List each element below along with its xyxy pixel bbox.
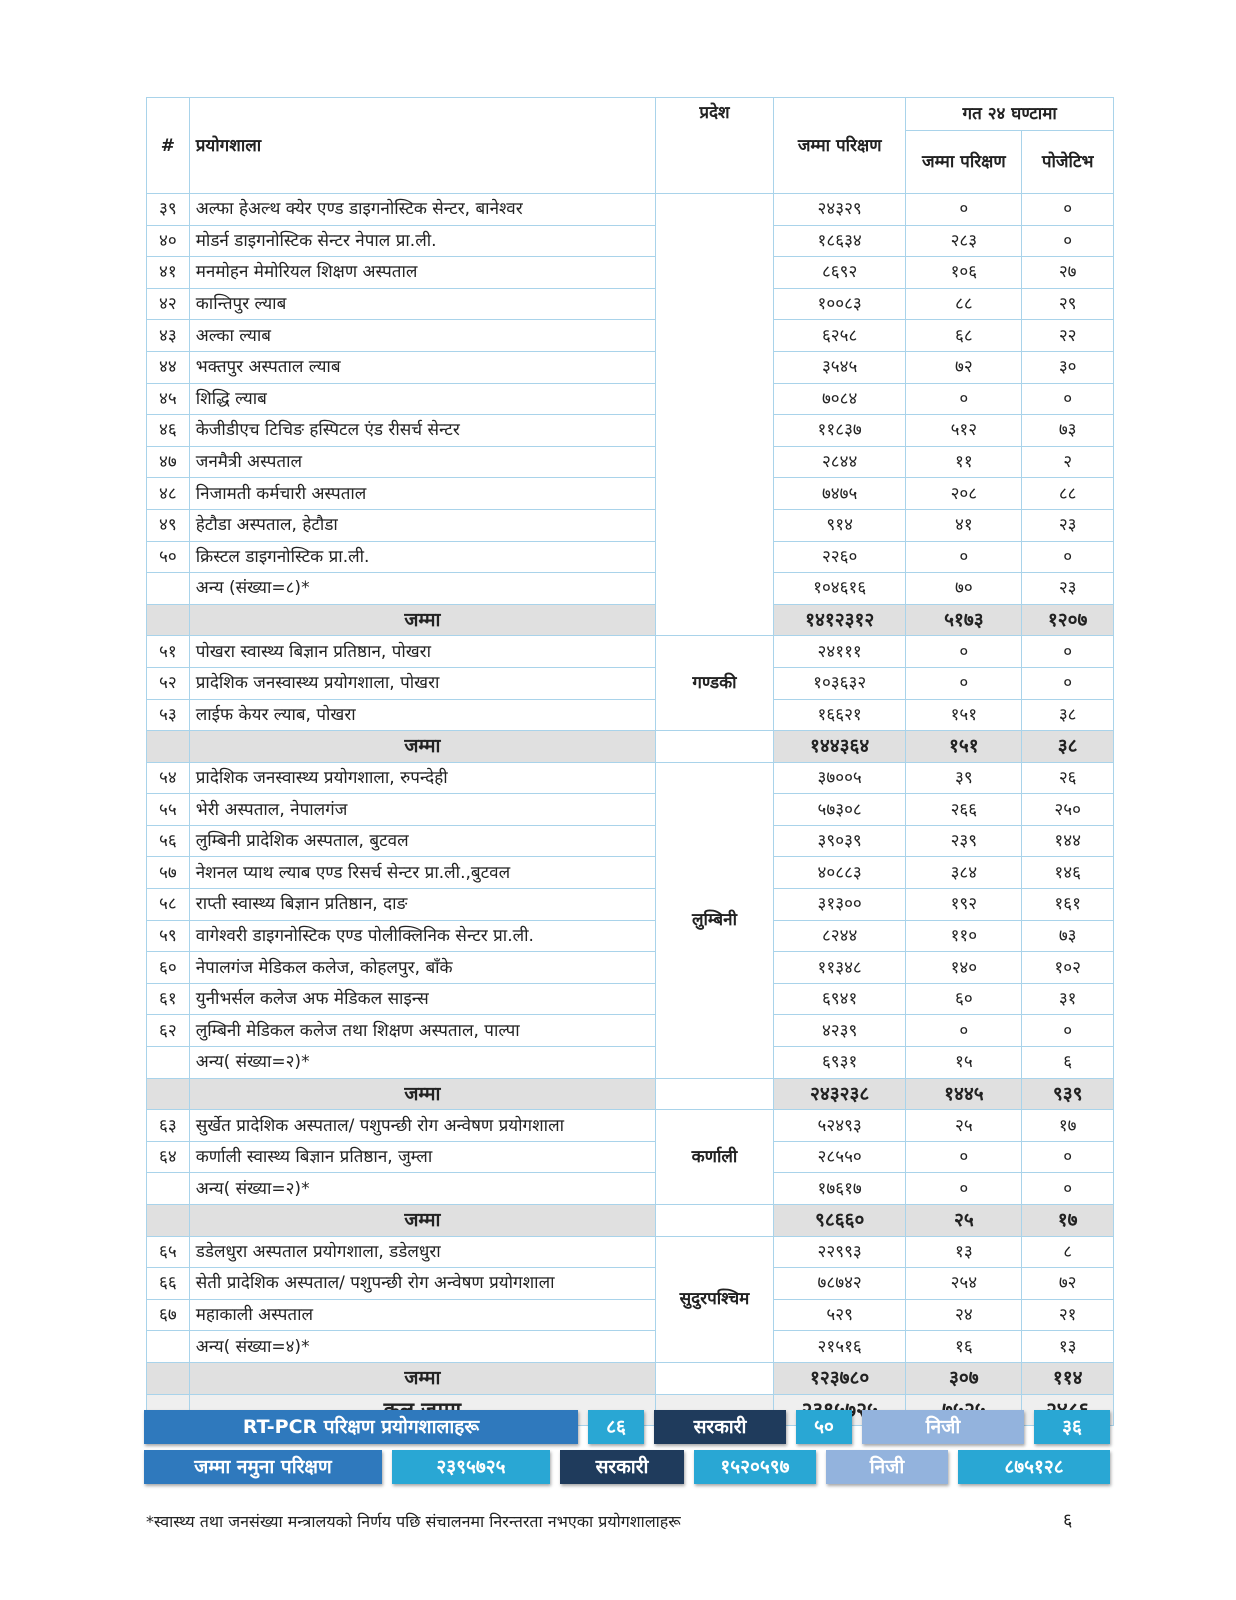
- row-positive: २९: [1022, 288, 1114, 320]
- gov-samples-label: सरकारी: [560, 1450, 684, 1484]
- row-lab-name: शिद्धि ल्याब: [189, 383, 655, 415]
- row-positive: ०: [1022, 667, 1114, 699]
- row-sn: [147, 573, 190, 605]
- table-row: [147, 983, 1114, 1015]
- table-row: [147, 288, 1114, 320]
- row-sn: [147, 1047, 190, 1079]
- row-lab-name: प्रादेशिक जनस्वास्थ्य प्रयोगशाला, रुपन्देही: [189, 762, 655, 794]
- row-positive: ८: [1022, 1236, 1114, 1268]
- gov-labs-label: सरकारी: [654, 1410, 786, 1444]
- total-tests: २४३२३८: [774, 1078, 906, 1110]
- row-lab-name: लुम्बिनी प्रादेशिक अस्पताल, बुटवल: [189, 825, 655, 857]
- table-row: [147, 1015, 1114, 1047]
- row-sn: [147, 1173, 190, 1205]
- row-sn: ५२: [147, 667, 190, 699]
- table-row: [147, 1236, 1114, 1268]
- row-positive: २३: [1022, 509, 1114, 541]
- table-row: [147, 446, 1114, 478]
- row-sn: ५८: [147, 889, 190, 921]
- row-total-tests: ३५४५: [774, 351, 906, 383]
- row-positive: ०: [1022, 1141, 1114, 1173]
- row-total-tests: १००८३: [774, 288, 906, 320]
- row-last24-tests: ७०: [906, 573, 1022, 605]
- row-total-tests: ३९०३९: [774, 825, 906, 857]
- province-total-row: [147, 604, 1114, 636]
- total-label: जम्मा: [189, 604, 655, 636]
- total-last24: ५१७३: [906, 604, 1022, 636]
- row-positive: ६: [1022, 1047, 1114, 1079]
- row-positive: ३०: [1022, 351, 1114, 383]
- row-lab-name: अन्य( संख्या=४)*: [189, 1331, 655, 1363]
- total-label: जम्मा: [189, 1078, 655, 1110]
- row-lab-name: अन्य (संख्या=८)*: [189, 573, 655, 605]
- row-total-tests: २८५५०: [774, 1141, 906, 1173]
- total-label: जम्मा: [189, 731, 655, 763]
- row-sn: ६२: [147, 1015, 190, 1047]
- row-total-tests: २२६०: [774, 541, 906, 573]
- row-sn: ४०: [147, 225, 190, 257]
- row-lab-name: डडेलधुरा अस्पताल प्रयोगशाला, डडेलधुरा: [189, 1236, 655, 1268]
- table-row: [147, 825, 1114, 857]
- row-positive: २५०: [1022, 794, 1114, 826]
- row-positive: ८८: [1022, 478, 1114, 510]
- row-lab-name: लाईफ केयर ल्याब, पोखरा: [189, 699, 655, 731]
- table-row: [147, 194, 1114, 226]
- row-positive: १३: [1022, 1331, 1114, 1363]
- row-total-tests: २४३२९: [774, 194, 906, 226]
- province-name: [655, 194, 773, 636]
- table-row: [147, 699, 1114, 731]
- row-positive: ०: [1022, 194, 1114, 226]
- private-labs-label: निजी: [862, 1410, 1024, 1444]
- row-lab-name: वागेश्वरी डाइगनोस्टिक एण्ड पोलीक्लिनिक सेन्टर प्रा.ली.: [189, 920, 655, 952]
- rtpcr-labs-label: RT-PCR परिक्षण प्रयोगशालाहरू: [144, 1410, 578, 1444]
- row-last24-tests: २५४: [906, 1268, 1022, 1300]
- row-lab-name: कान्तिपुर ल्याब: [189, 288, 655, 320]
- province-name: कर्णाली: [655, 1110, 773, 1205]
- row-lab-name: कर्णाली स्वास्थ्य बिज्ञान प्रतिष्ठान, जुम्ला: [189, 1141, 655, 1173]
- row-total-tests: ११८३७: [774, 415, 906, 447]
- row-lab-name: अन्य( संख्या=२)*: [189, 1047, 655, 1079]
- row-last24-tests: ११०: [906, 920, 1022, 952]
- row-sn: ४२: [147, 288, 190, 320]
- row-total-tests: ४०८८३: [774, 857, 906, 889]
- row-total-tests: ५२९: [774, 1299, 906, 1331]
- row-total-tests: १०४६१६: [774, 573, 906, 605]
- row-sn: [147, 1331, 190, 1363]
- table-row: [147, 952, 1114, 984]
- table-row: [147, 1047, 1114, 1079]
- row-positive: १०२: [1022, 952, 1114, 984]
- row-sn: ४४: [147, 351, 190, 383]
- total-last24: १५१: [906, 731, 1022, 763]
- row-positive: २६: [1022, 762, 1114, 794]
- row-last24-tests: ०: [906, 541, 1022, 573]
- total-tests: १४१२३१२: [774, 604, 906, 636]
- total-empty-cell: [147, 1362, 190, 1394]
- header-total-tests: जम्मा परिक्षण: [774, 98, 906, 194]
- row-sn: ४७: [147, 446, 190, 478]
- row-lab-name: भक्तपुर अस्पताल ल्याब: [189, 351, 655, 383]
- table-row: [147, 794, 1114, 826]
- header-last24-tests: जम्मा परिक्षण: [906, 131, 1022, 194]
- row-total-tests: ३७००५: [774, 762, 906, 794]
- total-empty-cell: [147, 1078, 190, 1110]
- total-tests: १२३७८०: [774, 1362, 906, 1394]
- samples-label: जम्मा नमुना परिक्षण: [144, 1450, 382, 1484]
- table-row: [147, 415, 1114, 447]
- table-row: [147, 920, 1114, 952]
- total-positive: १७: [1022, 1205, 1114, 1237]
- total-last24: ३०७: [906, 1362, 1022, 1394]
- row-lab-name: महाकाली अस्पताल: [189, 1299, 655, 1331]
- total-province-cell: [655, 1362, 773, 1394]
- row-lab-name: अल्का ल्याब: [189, 320, 655, 352]
- row-last24-tests: ३८४: [906, 857, 1022, 889]
- row-last24-tests: १५१: [906, 699, 1022, 731]
- row-last24-tests: १४०: [906, 952, 1022, 984]
- table-row: [147, 320, 1114, 352]
- row-total-tests: ९१४: [774, 509, 906, 541]
- row-positive: २१: [1022, 1299, 1114, 1331]
- table-row: [147, 478, 1114, 510]
- province-total-row: [147, 731, 1114, 763]
- row-total-tests: २१५१६: [774, 1331, 906, 1363]
- row-lab-name: भेरी अस्पताल, नेपालगंज: [189, 794, 655, 826]
- row-lab-name: पोखरा स्वास्थ्य बिज्ञान प्रतिष्ठान, पोखरा: [189, 636, 655, 668]
- row-last24-tests: १०६: [906, 257, 1022, 289]
- table-row: [147, 1110, 1114, 1142]
- table-row: [147, 762, 1114, 794]
- table-row: [147, 667, 1114, 699]
- row-lab-name: हेटौडा अस्पताल, हेटौडा: [189, 509, 655, 541]
- row-sn: ५०: [147, 541, 190, 573]
- row-last24-tests: ५१२: [906, 415, 1022, 447]
- header-lab: प्रयोगशाला: [189, 98, 655, 194]
- row-sn: ४१: [147, 257, 190, 289]
- row-total-tests: २२९९३: [774, 1236, 906, 1268]
- row-sn: ४६: [147, 415, 190, 447]
- row-last24-tests: १९२: [906, 889, 1022, 921]
- row-sn: ४८: [147, 478, 190, 510]
- row-sn: ५५: [147, 794, 190, 826]
- row-lab-name: निजामती कर्मचारी अस्पताल: [189, 478, 655, 510]
- row-lab-name: क्रिस्टल डाइगनोस्टिक प्रा.ली.: [189, 541, 655, 573]
- row-sn: ६७: [147, 1299, 190, 1331]
- row-positive: २२: [1022, 320, 1114, 352]
- row-sn: ६३: [147, 1110, 190, 1142]
- row-lab-name: अल्फा हेअल्थ क्येर एण्ड डाइगनोस्टिक सेन्टर, बानेश्वर: [189, 194, 655, 226]
- row-positive: ३१: [1022, 983, 1114, 1015]
- total-last24: १४४५: [906, 1078, 1022, 1110]
- total-positive: ११४: [1022, 1362, 1114, 1394]
- row-total-tests: ११३४८: [774, 952, 906, 984]
- total-positive: १२०७: [1022, 604, 1114, 636]
- header-sn: #: [147, 98, 190, 194]
- row-sn: ६६: [147, 1268, 190, 1300]
- table-row: [147, 1299, 1114, 1331]
- table-row: [147, 1141, 1114, 1173]
- table-row: [147, 225, 1114, 257]
- table-row: [147, 257, 1114, 289]
- header-positive: पोजेटिभ: [1022, 131, 1114, 194]
- row-sn: ३९: [147, 194, 190, 226]
- row-positive: ७२: [1022, 1268, 1114, 1300]
- row-total-tests: ७४७५: [774, 478, 906, 510]
- province-total-row: [147, 1078, 1114, 1110]
- row-positive: ०: [1022, 225, 1114, 257]
- row-last24-tests: ०: [906, 194, 1022, 226]
- row-last24-tests: ६०: [906, 983, 1022, 1015]
- row-total-tests: २४१११: [774, 636, 906, 668]
- row-total-tests: ८२४४: [774, 920, 906, 952]
- province-total-row: [147, 1205, 1114, 1237]
- row-positive: २३: [1022, 573, 1114, 605]
- total-label: जम्मा: [189, 1205, 655, 1237]
- province-name: सुदुरपश्चिम: [655, 1236, 773, 1362]
- row-positive: ०: [1022, 636, 1114, 668]
- gov-labs-count: ५०: [796, 1410, 852, 1444]
- row-total-tests: ७८७४२: [774, 1268, 906, 1300]
- row-last24-tests: ८८: [906, 288, 1022, 320]
- row-last24-tests: ०: [906, 383, 1022, 415]
- total-province-cell: [655, 1205, 773, 1237]
- table-row: [147, 889, 1114, 921]
- table-row: [147, 857, 1114, 889]
- row-sn: ५९: [147, 920, 190, 952]
- row-positive: २: [1022, 446, 1114, 478]
- table-row: [147, 1173, 1114, 1205]
- row-total-tests: २८४४: [774, 446, 906, 478]
- row-sn: ४३: [147, 320, 190, 352]
- private-samples-count: ८७५१२८: [958, 1450, 1110, 1484]
- row-total-tests: ६९४१: [774, 983, 906, 1015]
- header-province: प्रदेश: [655, 98, 773, 194]
- row-last24-tests: २४: [906, 1299, 1022, 1331]
- province-name: गण्डकी: [655, 636, 773, 731]
- row-last24-tests: ०: [906, 1173, 1022, 1205]
- row-last24-tests: १५: [906, 1047, 1022, 1079]
- row-total-tests: १६६२१: [774, 699, 906, 731]
- row-total-tests: ६९३१: [774, 1047, 906, 1079]
- row-positive: ०: [1022, 541, 1114, 573]
- total-tests: ९८६६०: [774, 1205, 906, 1237]
- private-labs-count: ३६: [1034, 1410, 1110, 1444]
- row-sn: ५७: [147, 857, 190, 889]
- row-sn: ६५: [147, 1236, 190, 1268]
- total-last24: २५: [906, 1205, 1022, 1237]
- row-positive: ०: [1022, 1015, 1114, 1047]
- row-positive: ३८: [1022, 699, 1114, 731]
- row-sn: ६१: [147, 983, 190, 1015]
- row-last24-tests: ०: [906, 636, 1022, 668]
- row-lab-name: प्रादेशिक जनस्वास्थ्य प्रयोगशाला, पोखरा: [189, 667, 655, 699]
- row-lab-name: सुर्खेत प्रादेशिक अस्पताल/ पशुपन्छी रोग अन्वेषण प्रयोगशाला: [189, 1110, 655, 1142]
- row-last24-tests: २८३: [906, 225, 1022, 257]
- total-empty-cell: [147, 604, 190, 636]
- row-sn: ४५: [147, 383, 190, 415]
- row-positive: २७: [1022, 257, 1114, 289]
- private-samples-label: निजी: [826, 1450, 948, 1484]
- row-last24-tests: २५: [906, 1110, 1022, 1142]
- table-row: [147, 541, 1114, 573]
- row-total-tests: ५७३०८: [774, 794, 906, 826]
- footnote: *स्वास्थ्य तथा जनसंख्या मन्त्रालयको निर्णय पछि संचालनमा निरन्तरता नभएका प्रयोगशालाहरू: [146, 1512, 681, 1531]
- row-positive: १४६: [1022, 857, 1114, 889]
- row-total-tests: १०३६३२: [774, 667, 906, 699]
- row-total-tests: ७०८४: [774, 383, 906, 415]
- total-province-cell: [655, 731, 773, 763]
- row-total-tests: १७६१७: [774, 1173, 906, 1205]
- row-sn: ५३: [147, 699, 190, 731]
- row-last24-tests: १३: [906, 1236, 1022, 1268]
- row-lab-name: राप्ती स्वास्थ्य बिज्ञान प्रतिष्ठान, दाङ: [189, 889, 655, 921]
- row-sn: ५४: [147, 762, 190, 794]
- total-empty-cell: [147, 731, 190, 763]
- province-name: लुम्बिनी: [655, 762, 773, 1078]
- row-total-tests: ३१३००: [774, 889, 906, 921]
- row-sn: ५६: [147, 825, 190, 857]
- row-lab-name: अन्य( संख्या=२)*: [189, 1173, 655, 1205]
- row-lab-name: केजीडीएच टिचिङ हस्पिटल एंड रीसर्च सेन्टर: [189, 415, 655, 447]
- table-row: [147, 1268, 1114, 1300]
- row-positive: १४४: [1022, 825, 1114, 857]
- row-lab-name: लुम्बिनी मेडिकल कलेज तथा शिक्षण अस्पताल, पाल्पा: [189, 1015, 655, 1047]
- row-last24-tests: ७२: [906, 351, 1022, 383]
- row-total-tests: १८६३४: [774, 225, 906, 257]
- row-positive: ०: [1022, 383, 1114, 415]
- row-last24-tests: ६८: [906, 320, 1022, 352]
- row-sn: ६०: [147, 952, 190, 984]
- gov-samples-count: १५२०५९७: [694, 1450, 816, 1484]
- row-sn: ६४: [147, 1141, 190, 1173]
- lab-test-table: [146, 97, 1114, 1426]
- row-sn: ४९: [147, 509, 190, 541]
- page-number: ६: [1063, 1510, 1073, 1531]
- row-sn: ५१: [147, 636, 190, 668]
- row-positive: १७: [1022, 1110, 1114, 1142]
- row-last24-tests: ०: [906, 667, 1022, 699]
- samples-total: २३९५७२५: [392, 1450, 550, 1484]
- row-last24-tests: २६६: [906, 794, 1022, 826]
- row-lab-name: मोडर्न डाइगनोस्टिक सेन्टर नेपाल प्रा.ली.: [189, 225, 655, 257]
- row-lab-name: नेशनल प्याथ ल्याब एण्ड रिसर्च सेन्टर प्रा.ली.,बुटवल: [189, 857, 655, 889]
- row-lab-name: मनमोहन मेमोरियल शिक्षण अस्पताल: [189, 257, 655, 289]
- row-positive: ७३: [1022, 415, 1114, 447]
- table-row: [147, 636, 1114, 668]
- row-last24-tests: ११: [906, 446, 1022, 478]
- row-positive: ७३: [1022, 920, 1114, 952]
- total-province-cell: [655, 1078, 773, 1110]
- total-positive: ३८: [1022, 731, 1114, 763]
- table-row: [147, 509, 1114, 541]
- row-last24-tests: १६: [906, 1331, 1022, 1363]
- row-total-tests: ४२३९: [774, 1015, 906, 1047]
- total-positive: ९३९: [1022, 1078, 1114, 1110]
- row-total-tests: ६२५८: [774, 320, 906, 352]
- row-lab-name: सेती प्रादेशिक अस्पताल/ पशुपन्छी रोग अन्वेषण प्रयोगशाला: [189, 1268, 655, 1300]
- rtpcr-labs-count: ८६: [588, 1410, 644, 1444]
- row-last24-tests: ०: [906, 1015, 1022, 1047]
- row-last24-tests: ४१: [906, 509, 1022, 541]
- total-label: जम्मा: [189, 1362, 655, 1394]
- table-row: [147, 573, 1114, 605]
- total-empty-cell: [147, 1205, 190, 1237]
- table-row: [147, 351, 1114, 383]
- row-lab-name: युनीभर्सल कलेज अफ मेडिकल साइन्स: [189, 983, 655, 1015]
- row-last24-tests: २३९: [906, 825, 1022, 857]
- row-lab-name: जनमैत्री अस्पताल: [189, 446, 655, 478]
- row-last24-tests: २०८: [906, 478, 1022, 510]
- row-positive: १६१: [1022, 889, 1114, 921]
- table-row: [147, 1331, 1114, 1363]
- province-total-row: [147, 1362, 1114, 1394]
- row-lab-name: नेपालगंज मेडिकल कलेज, कोहलपुर, बाँके: [189, 952, 655, 984]
- row-positive: ०: [1022, 1173, 1114, 1205]
- row-total-tests: ५२४९३: [774, 1110, 906, 1142]
- table-row: [147, 383, 1114, 415]
- row-total-tests: ८६९२: [774, 257, 906, 289]
- row-last24-tests: ०: [906, 1141, 1022, 1173]
- header-last24: गत २४ घण्टामा: [906, 98, 1114, 131]
- total-tests: १४४३६४: [774, 731, 906, 763]
- row-last24-tests: ३९: [906, 762, 1022, 794]
